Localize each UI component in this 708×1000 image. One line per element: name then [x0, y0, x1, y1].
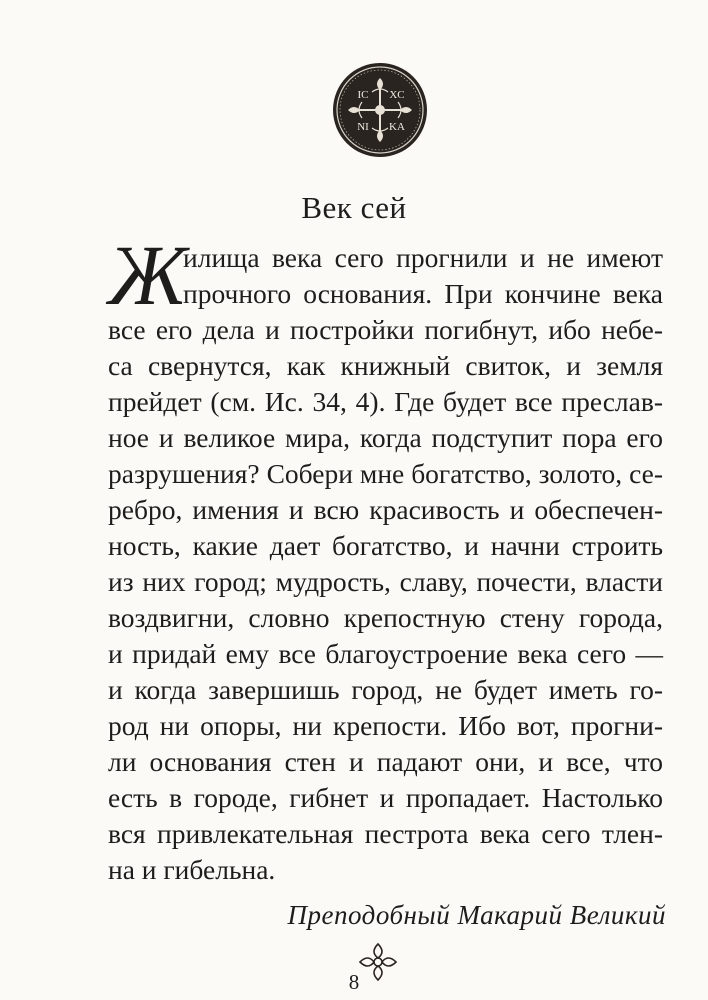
text-line: ность, какие дает богатство, и начни строить — [108, 530, 663, 561]
text-line: и придай ему все благоустроение века сего — — [108, 638, 663, 669]
drop-cap: Ж — [108, 227, 187, 323]
page-title: Век сей — [301, 190, 407, 225]
text-line: прейдет (см. Ис. 34, 4). Где будет все преслав- — [108, 386, 663, 417]
text-line: илища века сего прогнили и не имеют — [183, 242, 663, 273]
text-line: воздвигни, словно крепостную стену города, — [108, 602, 663, 633]
text-line: род ни опоры, ни крепости. Ибо вот, прогни- — [108, 710, 663, 741]
text-line: прочного основания. При кончине века — [183, 278, 663, 309]
text-line: ное и великое мира, когда подступит пора его — [108, 422, 663, 453]
text-line: са свернутся, как книжный свиток, и земля — [108, 350, 663, 381]
medallion-bottom-left: NI — [357, 121, 369, 133]
medallion-top-left: IC — [357, 89, 369, 101]
author-signature: Преподобный Макарий Великий — [287, 900, 666, 930]
page-number: 8 — [348, 970, 360, 994]
text-line: есть в городе, гибнет и пропадает. Настолько — [108, 782, 663, 813]
text-line: ребро, имения и всю красивость и обеспечен- — [108, 494, 663, 525]
cross-medallion-icon — [332, 62, 428, 158]
text-line: разрушения? Собери мне богатство, золото, се- — [108, 458, 663, 489]
medallion-bottom-right: KA — [389, 121, 405, 133]
text-line: и когда завершишь город, не будет иметь го- — [108, 674, 663, 705]
text-line: на и гибельна. — [108, 854, 276, 885]
medallion-top-right: XC — [389, 89, 405, 101]
text-line: из них город; мудрость, славу, почести, власти — [108, 566, 663, 597]
text-line: ли основания стен и падают они, и все, что — [108, 746, 663, 777]
text-line: вся привлекательная пестрота века сего тлен- — [108, 818, 663, 849]
text-line: все его дела и постройки погибнут, ибо небе- — [108, 314, 663, 345]
